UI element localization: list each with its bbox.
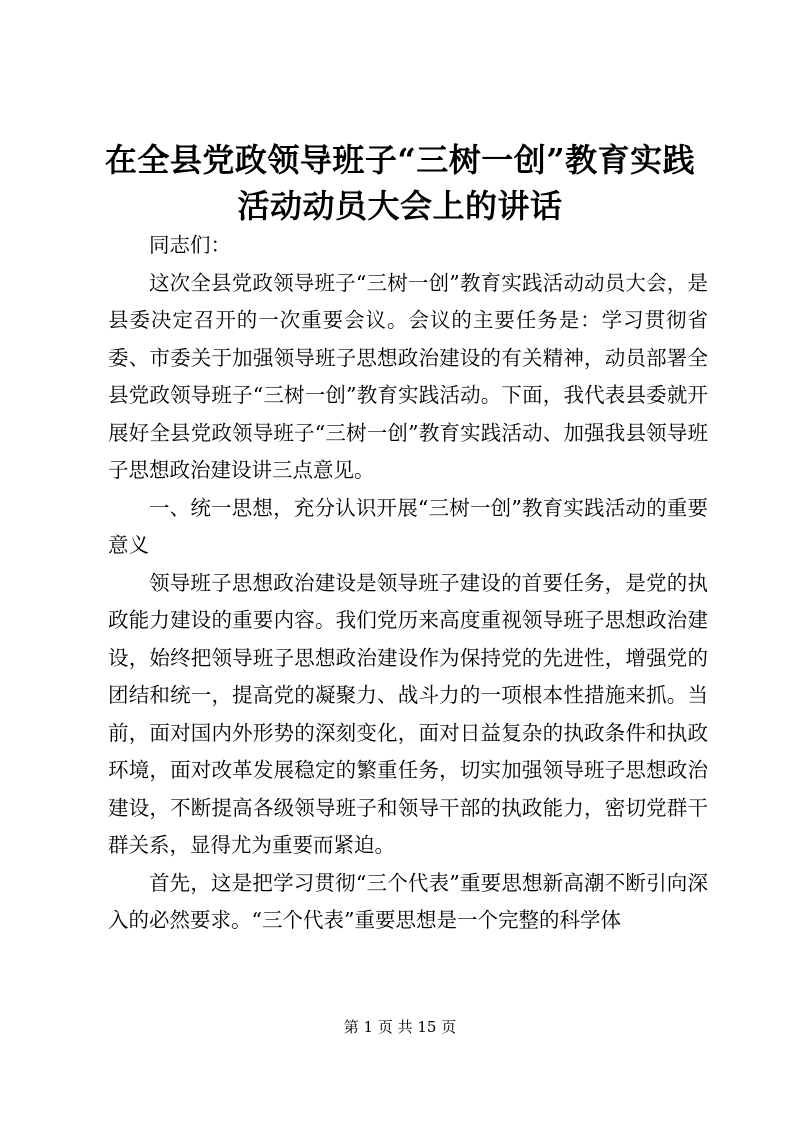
intro-paragraph: 这次全县党政领导班子“三树一创”教育实践活动动员大会，是县委决定召开的一次重要会议。会议的主要任务是：学习贯彻省委、市委关于加强领导班子思想政治建设的有关精神，动员部署全县党政领导班子“三树一创”教育实践活动。下面，我代表县委就开展好全县党政领导班子“三树一创”教育实践活动、加强我县领导班子思想政治建设讲三点意见。: [108, 270, 708, 482]
salutation: 同志们：: [149, 233, 231, 257]
section-heading-1: 一、统一思想，充分认识开展“三树一创”教育实践活动的重要意义: [108, 495, 708, 557]
page-number-footer: 第 1 页 共 15 页: [343, 1018, 457, 1036]
body-paragraph-first-point: 首先，这是把学习贯彻“三个代表”重要思想新高潮不断引向深入的必然要求。“三个代表”重要思想是一个完整的科学体: [108, 870, 708, 932]
body-paragraph: 领导班子思想政治建设是领导班子建设的首要任务，是党的执政能力建设的重要内容。我们党历来高度重视领导班子思想政治建设，始终把领导班子思想政治建设作为保持党的先进性，增强党的团结和统一，提高党的凝聚力、战斗力的一项根本性措施来抓。当前，面对国内外形势的深刻变化，面对日益复杂的执政条件和执政环境，面对改革发展稳定的繁重任务，切实加强领导班子思想政治建设，不断提高各级领导班子和领导干部的执政能力，密切党群干群关系，显得尤为重要而紧迫。: [108, 570, 708, 857]
document-title: 在全县党政领导班子“三树一创”教育实践活动动员大会上的讲话: [104, 141, 696, 225]
document-body: [108, 227, 708, 940]
